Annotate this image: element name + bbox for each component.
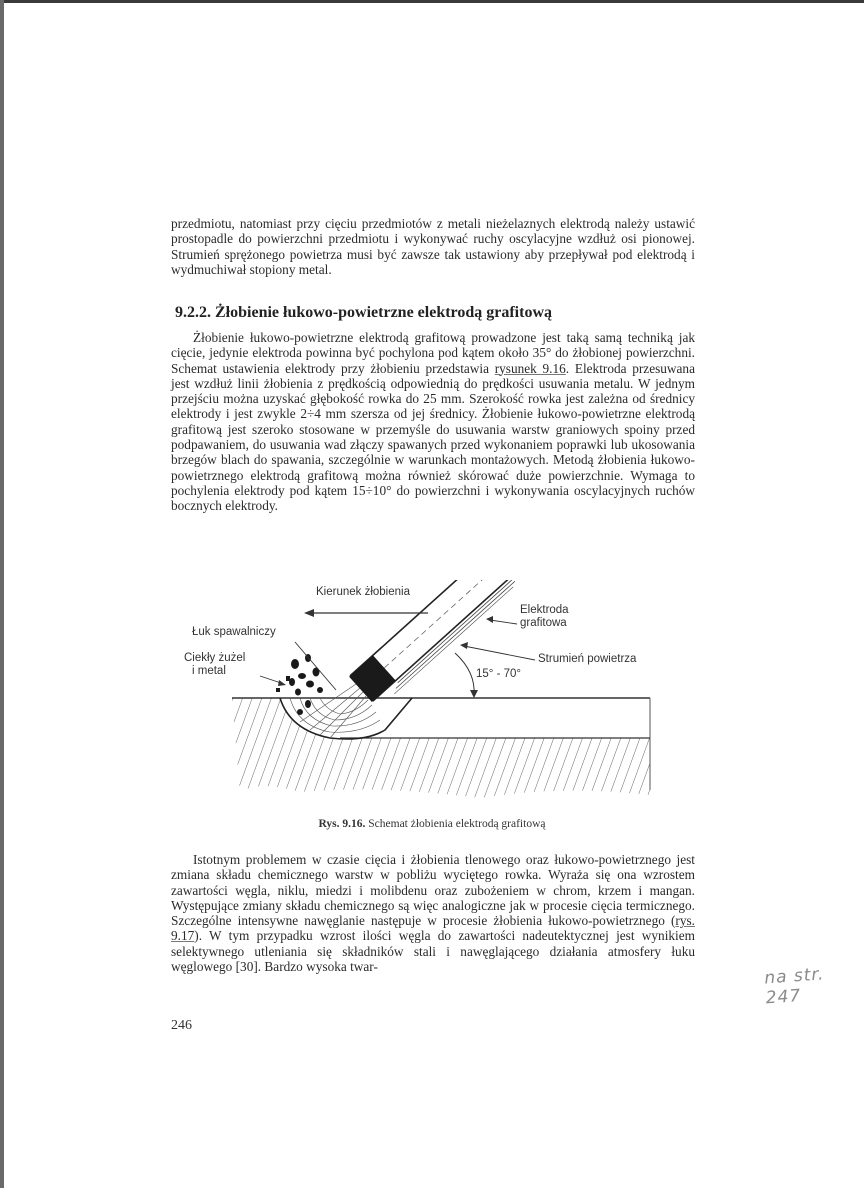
page-number: 246 [171, 1018, 192, 1033]
caption-label: Rys. 9.16. [318, 818, 366, 830]
paragraph-continuation [171, 216, 695, 277]
paragraph-text: przedmiotu, natomiast przy cięciu przedmiotów z metali nieżelaznych elektrodą należy ustawić prostopadle do powierzchni przedmiotu i wykonywać ruchy oscylacyjne wzdłuż osi pionowej. Strumień sprężonego powietrza musi być zawsze tak ustawiony aby przepływał pod elektrodą i wydmuchiwał stopiony metal. [171, 216, 695, 277]
figure-reference-link[interactable]: rys. 9.17 [171, 913, 695, 944]
paragraph-text [171, 330, 695, 514]
figure-caption [0, 818, 864, 830]
text-span: Żłobienie łukowo-powietrzne elektrodą grafitową prowadzone jest taką samą techniką jak cięcie, jedynie elektroda powinna być pochylona pod kątem około 35° do żłobionej powierzchni. Schemat ustawienia elektrody przy żłobieniu przedstawia [171, 330, 695, 376]
figure-reference-link[interactable]: rysunek 9.16 [494, 360, 566, 376]
handwritten-annotation: na str. 247 [763, 964, 825, 1009]
label-air-stream: Strumień powietrza [538, 653, 637, 665]
paragraph-gouging [171, 330, 695, 514]
section-heading: 9.2.2. Żłobienie łukowo-powietrzne elektrodą grafitową [175, 304, 553, 321]
text-span: Istotnym problemem w czasie cięcia i żłobienia tlenowego oraz łukowo-powietrznego jest zmiana składu chemicznego warstw w pobliżu wyciętego rowka. Wyraża się ona wzrostem zawartości węgla, niklu, miedzi i molibdenu oraz zubożeniem w chrom, krzem i mangan. Występujące zmiany składu chemicznego są więc analogiczne jak w procesie cięcia termicznego. Szczególne intensywne nawęglanie następuje w procesie żłobienia łukowo-powietrznego ( [171, 852, 695, 929]
label-gouging-direction: Kierunek żłobienia [316, 586, 410, 598]
label-liquid-slag-2: i metal [192, 665, 226, 677]
caption-text: Schemat żłobienia elektrodą grafitową [365, 818, 546, 830]
label-angle-range: 15° - 70° [476, 668, 522, 680]
label-welding-arc: Łuk spawalniczy [192, 626, 276, 638]
paragraph-text [171, 852, 695, 974]
gouging-schematic-svg [180, 580, 680, 805]
label-electrode-2: grafitowa [520, 617, 567, 629]
label-liquid-slag-1: Ciekły żużel [184, 652, 246, 664]
figure-gouging-diagram [180, 580, 680, 805]
text-span: . Elektroda przesuwana jest wzdłuż linii żłobienia z prędkością odpowiednią do prędkości usuwania metalu. W jednym przejściu można uzyskać głębokość rowka do 25 mm. Szerokość rowka jest zależna od średnicy elektrody i jest zwykle 2÷4 mm szersza od jej średnicy. Żłobienie łukowo-powietrzne elektrodą grafitową jest szeroko stosowane w przemyśle do usuwania warstw graniowych spoiny przed podpawaniem, do usuwania wad złączy spawanych przed wykonaniem poprawki lub ukosowania brzegów blach do spawania, szczególnie w warunkach montażowych. Metodą żłobienia łukowo-powietrznego elektrodą grafitową można również skórować duże powierzchnie. Wymaga to pochylenia elektrody pod kątem 15÷10° do powierzchni i wykonywania oscylacyjnych ruchów bocznych elektrody. [171, 360, 695, 514]
paragraph-chemical-changes [171, 852, 695, 974]
text-span: ). W tym przypadku wzrost ilości węgla do zawartości nadeutektycznej jest wynikiem selektywnego utleniania się składników stali i nawęglającego działania atmosfery łuku węglowego [30]. Bardzo wysoka twar- [171, 928, 695, 975]
label-electrode-1: Elektroda [520, 604, 569, 616]
